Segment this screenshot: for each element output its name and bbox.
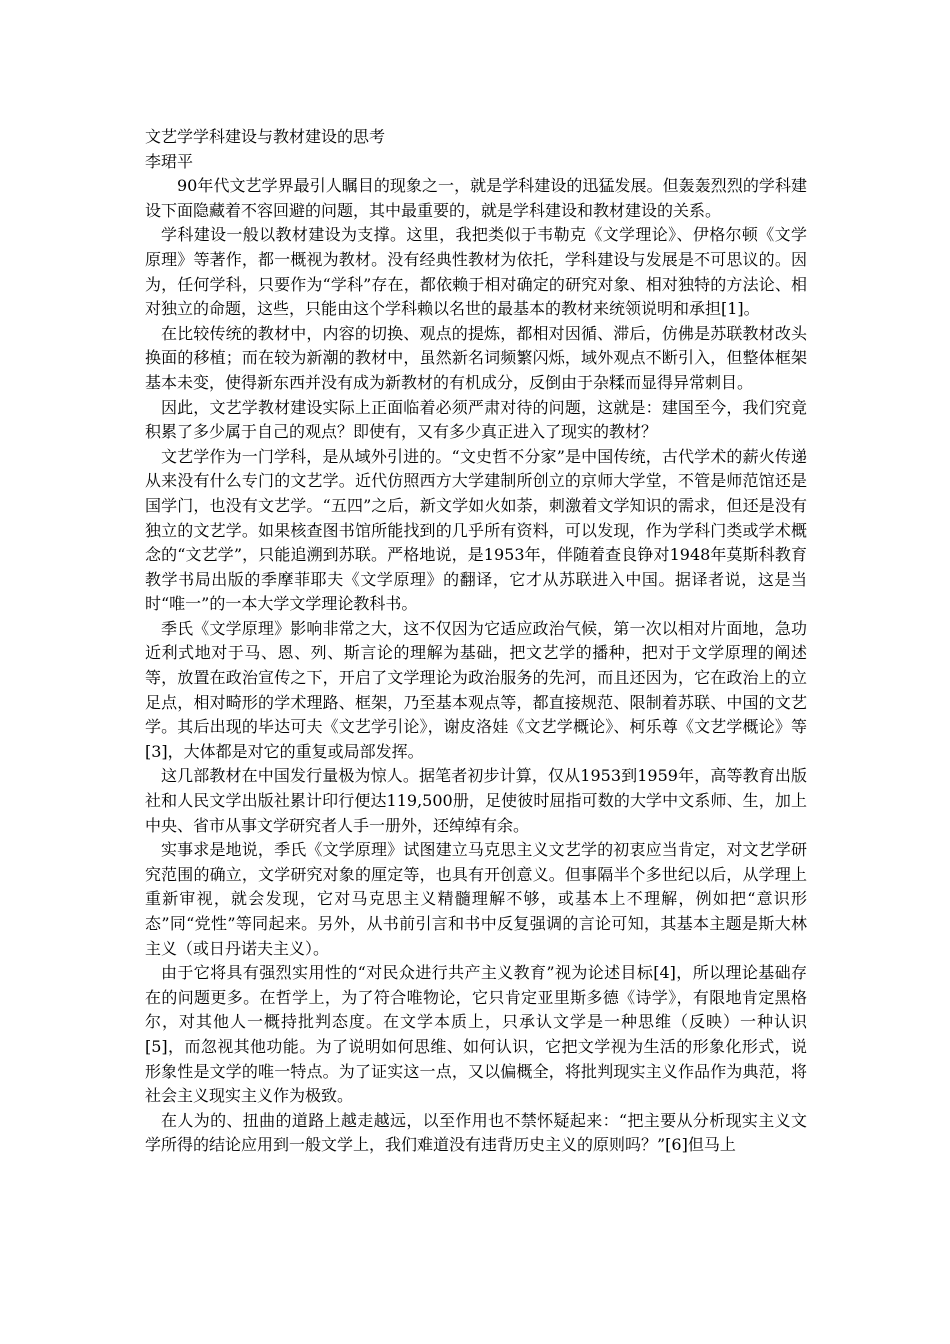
paragraph: 在比较传统的教材中，内容的切换、观点的提炼，都相对因循、滞后，仿佛是苏联教材改头换面的移植；而在较为新潮的教材中，虽然新名词频繁闪烁，域外观点不断引入，但整体框架基本未变，使得新东西并没有成为新教材的有机成分，反倒由于杂糅而显得异常刺目。 — [145, 323, 807, 392]
paragraph: 文艺学作为一门学科，是从域外引进的。“文史哲不分家”是中国传统，古代学术的薪火传递从来没有什么专门的文艺学。近代仿照西方大学建制所创立的京师大学堂，不管是师范馆还是国学门，也没有文艺学。“五四”之后，新文学如火如荼，刺激着文学知识的需求，但还是没有独立的文艺学。如果核查图书馆所能找到的几乎所有资料，可以发现，作为学科门类或学术概念的“文艺学”，只能追溯到苏联。严格地说，是1953年，伴随着查良铮对1948年莫斯科教育教学书局出版的季摩菲耶夫《文学原理》的翻译，它才从苏联进入中国。据译者说，这是当时“唯一”的一本大学文学理论教科书。 — [145, 446, 807, 614]
paragraph: 由于它将具有强烈实用性的“对民众进行共产主义教育”视为论述目标[4]，所以理论基础存在的问题更多。在哲学上，为了符合唯物论，它只肯定亚里斯多德《诗学》，有限地肯定黑格尔，对其他人一概持批判态度。在文学本质上，只承认文学是一种思维（反映）一种认识[5]，而忽视其他功能。为了说明如何思维、如何认识，它把文学视为生活的形象化形式，说形象性是文学的唯一特点。为了证实这一点，又以偏概全，将批判现实主义作品作为典范，将社会主义现实主义作为极致。 — [145, 963, 807, 1106]
paragraph: 因此，文艺学教材建设实际上正面临着必须严肃对待的问题，这就是：建国至今，我们究竟积累了多少属于自己的观点？即使有，又有多少真正进入了现实的教材？ — [145, 397, 807, 442]
paragraph: 在人为的、扭曲的道路上越走越远，以至作用也不禁怀疑起来：“把主要从分析现实主义文学所得的结论应用到一般文学上，我们难道没有违背历史主义的原则吗？”[6]但马上 — [145, 1110, 807, 1155]
paragraph: 90年代文艺学界最引人瞩目的现象之一，就是学科建设的迅猛发展。但轰轰烈烈的学科建设下面隐藏着不容回避的问题，其中最重要的，就是学科建设和教材建设的关系。 — [145, 176, 807, 220]
document-page — [145, 125, 807, 1158]
paragraph: 这几部教材在中国发行量极为惊人。据笔者初步计算，仅从1953到1959年，高等教育出版社和人民文学出版社累计印行便达119,500册，足使彼时屈指可数的大学中文系师、生，加上中央、省市从事文学研究者人手一册外，还绰绰有余。 — [145, 766, 807, 835]
paragraph: 实事求是地说，季氏《文学原理》试图建立马克思主义文艺学的初衷应当肯定，对文艺学研究范围的确立，文学研究对象的厘定等，也具有开创意义。但事隔半个多世纪以后，从学理上重新审视，就会发现，它对马克思主义精髓理解不够，或基本上不理解，例如把“意识形态”同“党性”等同起来。另外，从书前引言和书中反复强调的言论可知，其基本主题是斯大林主义（或日丹诺夫主义）。 — [145, 840, 807, 958]
paragraph: 学科建设一般以教材建设为支撑。这里，我把类似于韦勒克《文学理论》、伊格尔顿《文学原理》等著作，都一概视为教材。没有经典性教材为依托，学科建设与发展是不可思议的。因为，任何学科，只要作为“学科”存在，都依赖于相对确定的研究对象、相对独特的方法论、相对独立的命题，这些，只能由这个学科赖以名世的最基本的教材来统领说明和承担[1]。 — [145, 225, 807, 319]
document-title: 文艺学学科建设与教材建设的思考 — [145, 127, 386, 146]
document-author: 李珺平 — [145, 151, 194, 171]
paragraph: 季氏《文学原理》影响非常之大，这不仅因为它适应政治气候，第一次以相对片面地，急功近利式地对于马、恩、列、斯言论的理解为基础，把文艺学的播种，把对于文学原理的阐述等，放置在政治宣传之下，开启了文学理论为政治服务的先河，而且还因为，它在政治上的立足点，相对畸形的学术理路、框架，乃至基本观点等，都直接规范、限制着苏联、中国的文艺学。其后出现的毕达可夫《文艺学引论》，谢皮洛娃《文艺学概论》、柯乐尊《文艺学概论》等[3]，大体都是对它的重复或局部发挥。 — [145, 618, 807, 761]
